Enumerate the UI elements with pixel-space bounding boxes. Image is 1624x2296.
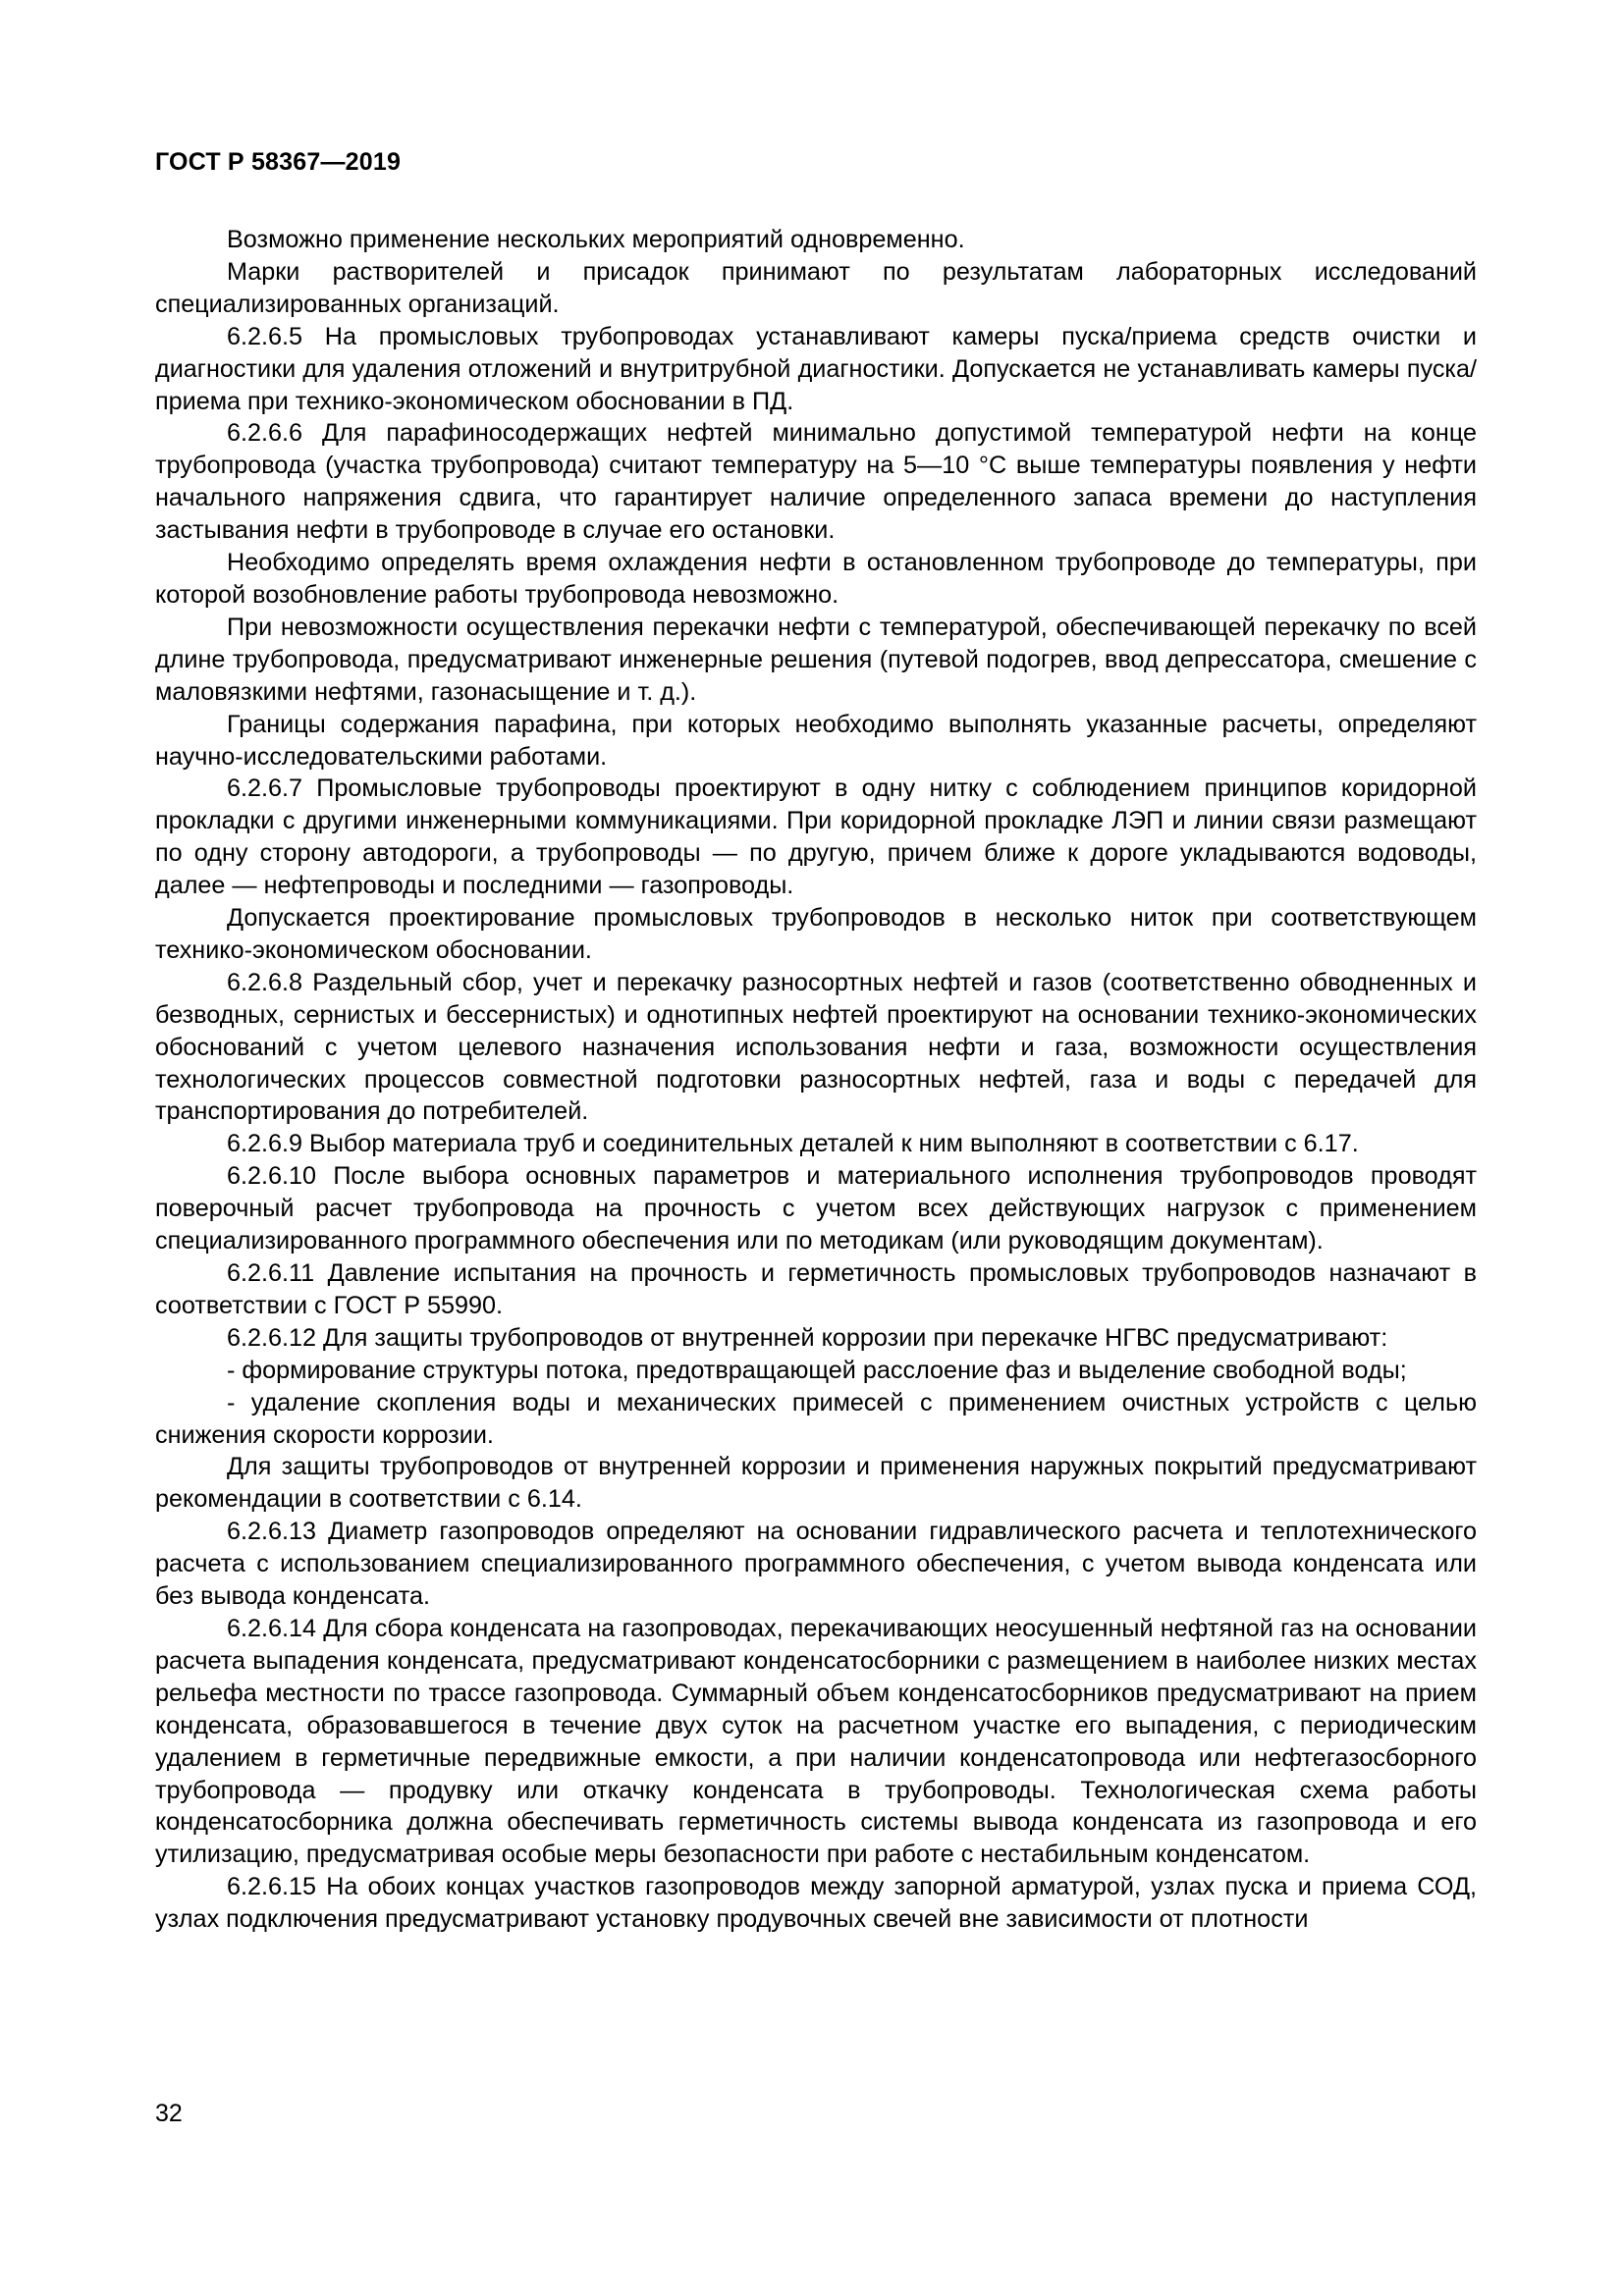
paragraph: Марки растворителей и присадок принимают по результатам лабораторных исследований специализированных организаций. [155,257,1477,318]
paragraph-6-2-6-5: 6.2.6.5 На промысловых трубопроводах устанавливают камеры пуска/приема средств очистки и диагностики для удаления отложений и внутритрубной диагностики. Допускается не устанавливать камеры пуска/приема при технико-экономическом обосновании в ПД. [155,322,1477,415]
paragraph-6-2-6-13: 6.2.6.13 Диаметр газопроводов определяют на основании гидравлического расчета и теплотехнического расчета с использованием специализированного программного обеспечения, с учетом вывода конденсата или без вывода конденсата. [155,1518,1477,1611]
document-header: ГОСТ Р 58367—2019 [155,148,402,176]
paragraph-6-2-6-11: 6.2.6.11 Давление испытания на прочность и герметичность промысловых трубопроводов назначают в соответствии с ГОСТ Р 55990. [155,1259,1477,1319]
paragraph-6-2-6-7: 6.2.6.7 Промысловые трубопроводы проектируют в одну нитку с соблюдением принципов коридорной прокладки с другими инженерными коммуникациями. При коридорной прокладке ЛЭП и линии связи размещают по одну сторону автодороги, а трубопроводы — по другую, причем ближе к дороге укладываются водоводы, далее — нефтепроводы и последними — газопроводы. [155,774,1477,900]
paragraph: Возможно применение нескольких мероприятий одновременно. [227,226,965,253]
document-body [155,224,1477,1936]
paragraph: Границы содержания парафина, при которых необходимо выполнять указанные расчеты, определяют научно-исследовательскими работами. [155,710,1477,771]
paragraph-6-2-6-8: 6.2.6.8 Раздельный сбор, учет и перекачку разносортных нефтей и газов (соответственно обводненных и безводных, сернистых и бессернистых) и однотипных нефтей проектируют на основании технико-экономических обоснований с учетом целевого назначения использования нефти и газа, возможности осуществления технологических процессов совместной подготовки разносортных нефтей, газа и воды с передачей для транспортирования до потребителей. [155,968,1477,1126]
page-number: 32 [155,2100,183,2127]
paragraph-6-2-6-14: 6.2.6.14 Для сбора конденсата на газопроводах, перекачивающих неосушенный нефтяной газ на основании расчета выпадения конденсата, предусматривают конденсатосборники с размещением в наиболее низких местах рельефа местности по трассе газопровода. Суммарный объем конденсатосборников предусматривают на прием конденсата, образовавшегося в течение двух суток на расчетном участке его выпадения, с периодическим удалением в герметичные передвижные емкости, а при наличии конденсатопровода или нефтегазосборного трубопровода — продувку или откачку конденсата в трубопроводы. Технологическая схема работы конденсатосборника должна обеспечивать герметичность системы вывода конденсата из газопровода и его утилизацию, предусматривая особые меры безопасности при работе с нестабильным конденсатом. [155,1614,1477,1869]
paragraph-6-2-6-12: 6.2.6.12 Для защиты трубопроводов от внутренней коррозии при перекачке НГВС предусматривают: [227,1323,1388,1352]
paragraph: При невозможности осуществления перекачки нефти с температурой, обеспечивающей перекачку по всей длине трубопровода, предусматривают инженерные решения (путевой подогрев, ввод депрессатора, смешение с маловязкими нефтями, газонасыщение и т. д.). [155,613,1477,706]
paragraph-6-2-6-9: 6.2.6.9 Выбор материала труб и соединительных деталей к ним выполняют в соответствии с 6.17. [227,1130,1359,1158]
paragraph: Для защиты трубопроводов от внутренней коррозии и применения наружных покрытий предусматривают рекомендации в соответствии с 6.14. [155,1453,1477,1514]
paragraph-6-2-6-15: 6.2.6.15 На обоих концах участков газопроводов между запорной арматурой, узлах пуска и приема СОД, узлах подключения предусматривают установку продувочных свечей вне зависимости от плотности [155,1873,1477,1934]
list-item: - удаление скопления воды и механических примесей с применением очистных устройств с целью снижения скорости коррозии. [155,1388,1477,1449]
list-item: - формирование структуры потока, предотвращающей расслоение фаз и выделение свободной воды; [227,1356,1407,1384]
paragraph: Допускается проектирование промысловых трубопроводов в несколько ниток при соответствующем технико-экономическом обосновании. [155,904,1477,964]
paragraph-6-2-6-10: 6.2.6.10 После выбора основных параметров и материального исполнения трубопроводов проводят поверочный расчет трубопровода на прочность с учетом всех действующих нагрузок с применением специализированного программного обеспечения или по методикам (или руководящим документам). [155,1162,1477,1255]
paragraph-6-2-6-6: 6.2.6.6 Для парафиносодержащих нефтей минимально допустимой температурой нефти на конце трубопровода (участка трубопровода) считают температуру на 5—10 °С выше температуры появления у нефти начального напряжения сдвига, что гарантирует наличие определенного запаса времени до наступления застывания нефти в трубопроводе в случае его остановки. [155,419,1477,545]
paragraph: Необходимо определять время охлаждения нефти в остановленном трубопроводе до температуры, при которой возобновление работы трубопровода невозможно. [155,549,1477,609]
